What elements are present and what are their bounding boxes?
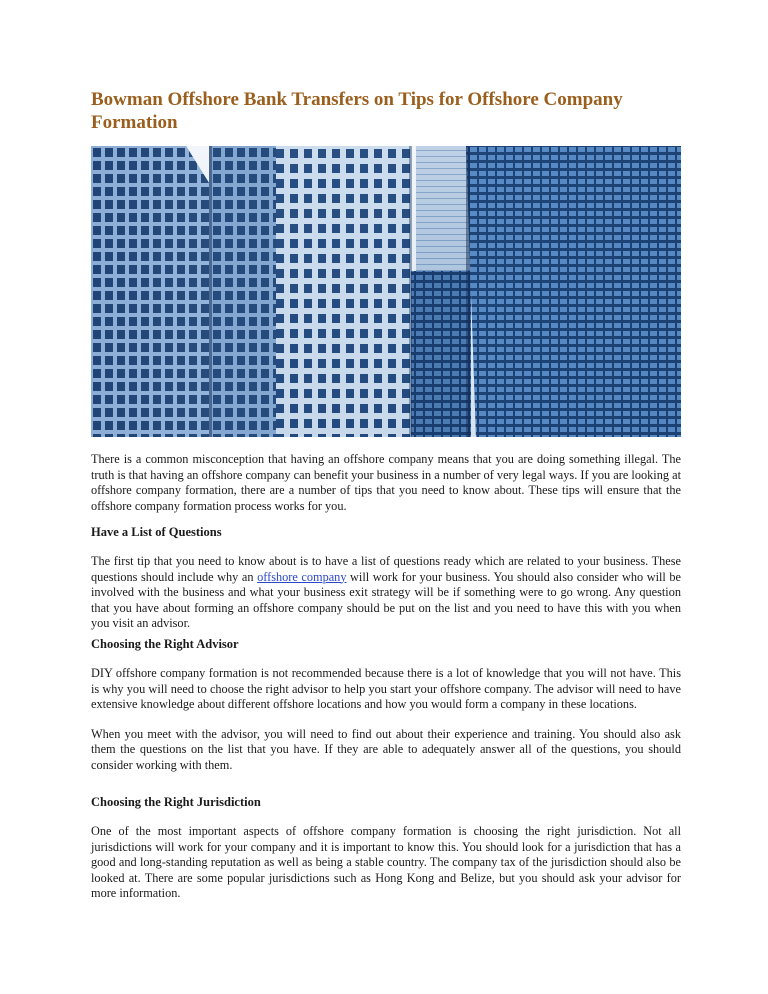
section-heading-questions: Have a List of Questions <box>91 525 222 539</box>
questions-text-end: will work for your business. You should also consider who will be involved with the business and what your business exit strategy will be if something were to go wrong. Any question that you have about forming an offshore company should be put on the list and you need to have this with you when you visit an advisor. <box>91 569 681 630</box>
document-title: Bowman Offshore Bank Transfers on Tips for Offshore Company Formation <box>91 89 623 133</box>
section-advisor <box>91 637 681 773</box>
section-jurisdiction <box>91 795 681 902</box>
section-heading-advisor: Choosing the Right Advisor <box>91 637 239 651</box>
questions-text-start: The first tip that you need to know about is to have a list of questions ready which are related to your business. These questions should include why an <box>91 554 681 584</box>
skyscraper-photo <box>91 146 681 437</box>
section-heading-jurisdiction: Choosing the Right Jurisdiction <box>91 795 261 809</box>
intro-paragraph: There is a common misconception that having an offshore company means that you are doing something illegal. The truth is that having an offshore company can benefit your business in a number of very legal ways. If you are looking at offshore company formation, there are a number of tips that you need to know about. These tips will ensure that the offshore company formation process works for you. <box>91 452 681 513</box>
questions-paragraph <box>91 554 681 632</box>
section-questions <box>91 525 681 632</box>
advisor-paragraph-2: When you meet with the advisor, you will need to find out about their experience and training. You should also ask them the questions on the list that you have. If they are able to adequately answer all of the questions, you should consider working with them. <box>91 726 681 772</box>
advisor-paragraph-1: DIY offshore company formation is not recommended because there is a lot of knowledge that you will not have. This is why you will need to choose the right advisor to help you start your offshore company. The advisor will need to have extensive knowledge about different offshore locations and how you would form a company in these locations. <box>91 666 681 711</box>
offshore-company-link[interactable]: offshore company <box>257 569 347 584</box>
jurisdiction-paragraph: One of the most important aspects of offshore company formation is choosing the right jurisdiction. Not all jurisdictions will work for your company and it is important to know this. You should look for a jurisdiction that has a good and long-standing reputation as well as being a stable country. The company tax of the jurisdiction should also be looked at. There are some popular jurisdictions such as Hong Kong and Belize, but you should ask your advisor for more information. <box>91 824 681 900</box>
intro-block <box>91 452 681 514</box>
